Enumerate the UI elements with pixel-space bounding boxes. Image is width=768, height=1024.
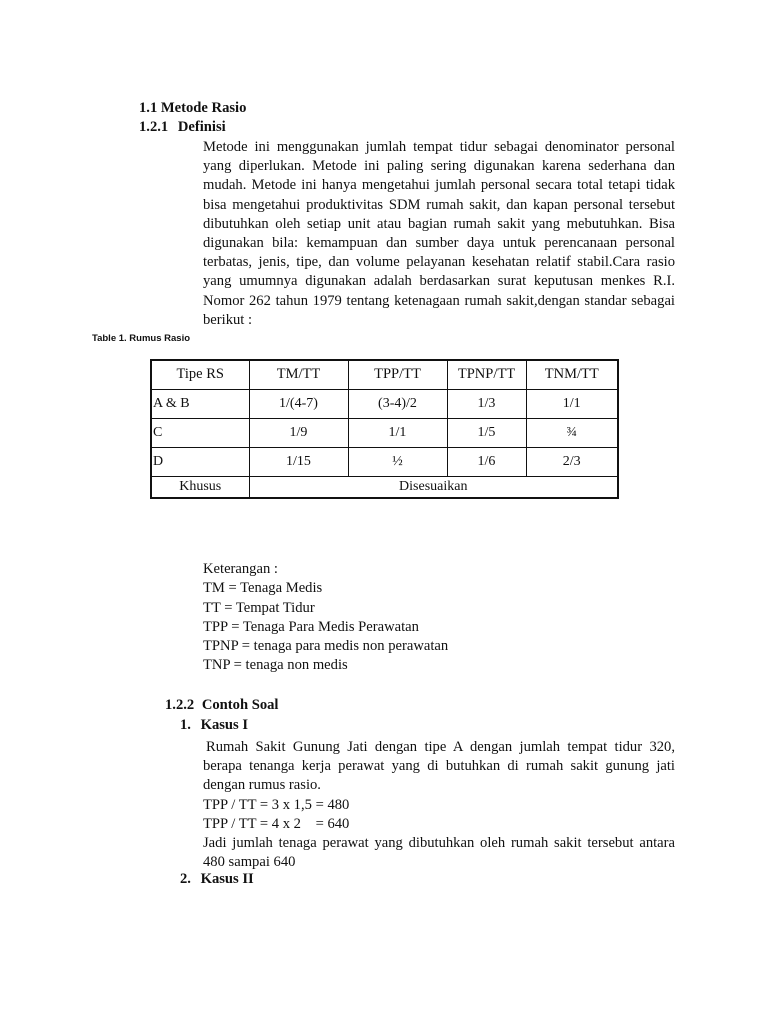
keterangan-item: TPNP = tenaga para medis non perawatan: [203, 638, 449, 655]
table-cell: 1/6: [447, 447, 526, 476]
table-cell: 2/3: [526, 447, 618, 476]
section-title: Contoh Soal: [201, 697, 279, 713]
table-header-cell: TPP/TT: [348, 360, 447, 389]
table-cell-tipe: Khusus: [151, 476, 249, 498]
section-heading-definisi: [139, 119, 226, 136]
table-cell: ½: [348, 447, 447, 476]
section-number: 1.2.1: [139, 119, 169, 135]
keterangan-block: [203, 560, 448, 676]
table-header-cell: TPNP/TT: [447, 360, 526, 389]
table-cell: 1/3: [447, 389, 526, 418]
kasus-1-text: Rumah Sakit Gunung Jati dengan tipe A dengan jumlah tempat tidur 320, berapa tenanga kerja perawat yang di butuhkan di rumah sakit gunung jati dengan rumus rasio.: [203, 739, 675, 794]
table-row-khusus: [151, 476, 618, 498]
keterangan-item: TNP = tenaga non medis: [203, 657, 348, 674]
kasus-1-calc: TPP / TT = 3 x 1,5 = 480: [203, 796, 350, 813]
keterangan-item: TT = Tempat Tidur: [203, 599, 315, 616]
table-header-row: [151, 360, 618, 389]
table-cell-disesuaikan: Disesuaikan: [249, 476, 618, 498]
kasus-2-heading: [180, 871, 254, 888]
section-title: Definisi: [177, 119, 226, 135]
kasus-1-body: [203, 738, 675, 872]
table-cell: 1/5: [447, 418, 526, 447]
rumus-rasio-table: [150, 359, 619, 499]
table-cell-tipe: A & B: [151, 389, 249, 418]
keterangan-item: TPP = Tenaga Para Medis Perawatan: [203, 618, 419, 635]
kasus-title: Kasus II: [200, 871, 254, 887]
table-header-cell: Tipe RS: [151, 360, 249, 389]
table-cell-tipe: C: [151, 418, 249, 447]
table-cell-tipe: D: [151, 447, 249, 476]
kasus-1-heading: [180, 717, 248, 734]
table-header-cell: TNM/TT: [526, 360, 618, 389]
keterangan-item: TM = Tenaga Medis: [203, 580, 323, 597]
table-cell: 1/9: [249, 418, 348, 447]
list-number: 2.: [180, 871, 191, 887]
kasus-1-calc: TPP / TT = 4 x 2 = 640: [203, 815, 350, 832]
table-cell: 1/1: [526, 389, 618, 418]
table-cell: ¾: [526, 418, 618, 447]
section-heading-contoh-soal: [165, 697, 278, 714]
list-number: 1.: [180, 717, 191, 733]
table-row: [151, 447, 618, 476]
table-header-cell: TM/TT: [249, 360, 348, 389]
table-cell: 1/15: [249, 447, 348, 476]
section-heading-metode-rasio: 1.1 Metode Rasio: [139, 100, 247, 116]
section-number: 1.2.2: [165, 697, 195, 713]
keterangan-title: Keterangan :: [203, 561, 278, 577]
definisi-paragraph: Metode ini menggunakan jumlah tempat tidur sebagai denominator personal yang diperlukan. Metode ini paling sering digunakan karena sederhana dan mudah. Metode ini hanya mengetahui jumlah personal secara total tetapi tidak bisa mengetahui produktivitas SDM rumah sakit, dan kapan personal tersebut dibutuhkan oleh setiap unit atau bagian rumah sakit yang mebutuhkan. Bisa digunakan bila: kemampuan dan sumber daya untuk perencanaan personal terbatas, jenis, tipe, dan volume pelayanan kesehatan relatif stabil.Cara rasio yang umumnya digunakan adalah berdasarkan surat keputusan menkes R.I. Nomor 262 tahun 1979 tentang ketenagaan rumah sakit,dengan standar sebagai berikut :: [203, 139, 675, 328]
table-caption: Table 1. Rumus Rasio: [92, 333, 191, 344]
table-cell: (3-4)/2: [348, 389, 447, 418]
table-row: [151, 389, 618, 418]
kasus-title: Kasus I: [200, 717, 249, 733]
kasus-1-conclusion: Jadi jumlah tenaga perawat yang dibutuhkan oleh rumah sakit tersebut antara 480 sampai 640: [203, 835, 675, 871]
table-cell: 1/1: [348, 418, 447, 447]
table-cell: 1/(4-7): [249, 389, 348, 418]
table-row: [151, 418, 618, 447]
